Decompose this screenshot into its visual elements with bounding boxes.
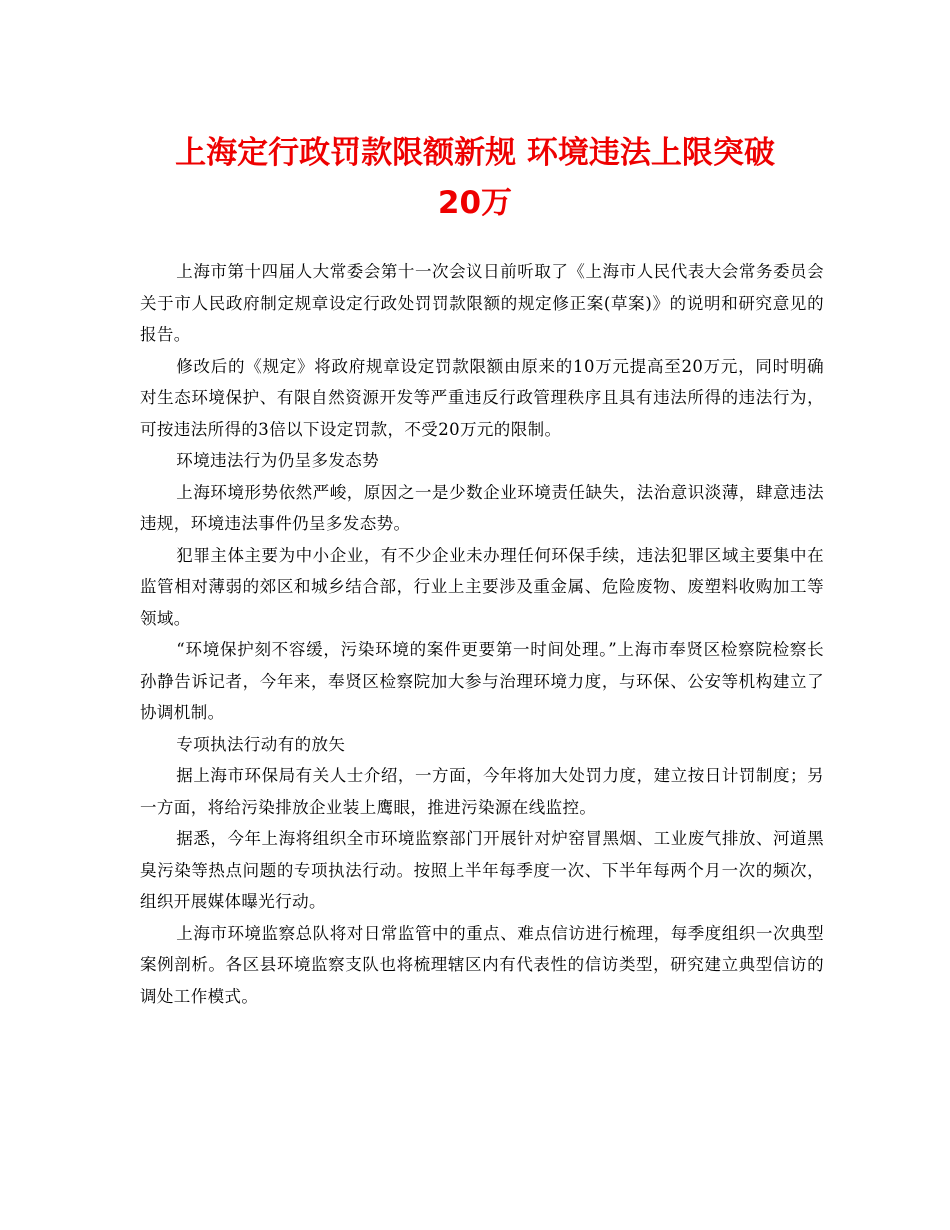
paragraph: 犯罪主体主要为中小企业，有不少企业未办理任何环保手续，违法犯罪区域主要集中在监管相对薄弱的郊区和城乡结合部，行业上主要涉及重金属、危险废物、废塑料收购加工等领域。	[140, 545, 824, 628]
section-heading: 专项执法行动有的放矢	[176, 734, 346, 754]
paragraph: 据上海市环保局有关人士介绍，一方面，今年将加大处罚力度，建立按日计罚制度；另一方面，将给污染排放企业装上鹰眼，推进污染源在线监控。	[140, 766, 824, 817]
title-line-2: 20万	[437, 185, 513, 221]
paragraph: 上海环境形势依然严峻，原因之一是少数企业环境责任缺失，法治意识淡薄，肆意违法违规，环境违法事件仍呈多发态势。	[140, 482, 824, 533]
section-heading: 环境违法行为仍呈多发态势	[176, 451, 380, 470]
document-body	[140, 256, 824, 1012]
paragraph: 上海市第十四届人大常委会第十一次会议日前听取了《上海市人民代表大会常务委员会关于市人民政府制定规章设定行政处罚罚款限额的规定修正案(草案)》的说明和研究意见的报告。	[140, 262, 824, 344]
paragraph: 据悉，今年上海将组织全市环境监察部门开展针对炉窑冒黑烟、工业废气排放、河道黑臭污染等热点问题的专项执法行动。按照上半年每季度一次、下半年每两个月一次的频次，组织开展媒体曝光行动。	[140, 829, 824, 911]
document-title	[120, 128, 830, 228]
paragraph: 上海市环境监察总队将对日常监管中的重点、难点信访进行梳理，每季度组织一次典型案例剖析。各区县环境监察支队也将梳理辖区内有代表性的信访类型，研究建立典型信访的调处工作模式。	[140, 923, 824, 1006]
paragraph: “环境保护刻不容缓，污染环境的案件更要第一时间处理。”上海市奉贤区检察院检察长孙静告诉记者，今年来，奉贤区检察院加大参与治理环境力度，与环保、公安等机构建立了协调机制。	[140, 640, 824, 722]
title-line-1: 上海定行政罚款限额新规 环境违法上限突破	[175, 135, 775, 171]
paragraph: 修改后的《规定》将政府规章设定罚款限额由原来的10万元提高至20万元，同时明确对生态环境保护、有限自然资源开发等严重违反行政管理秩序且具有违法所得的违法行为，可按违法所得的3倍以下设定罚款，不受20万元的限制。	[140, 356, 824, 439]
